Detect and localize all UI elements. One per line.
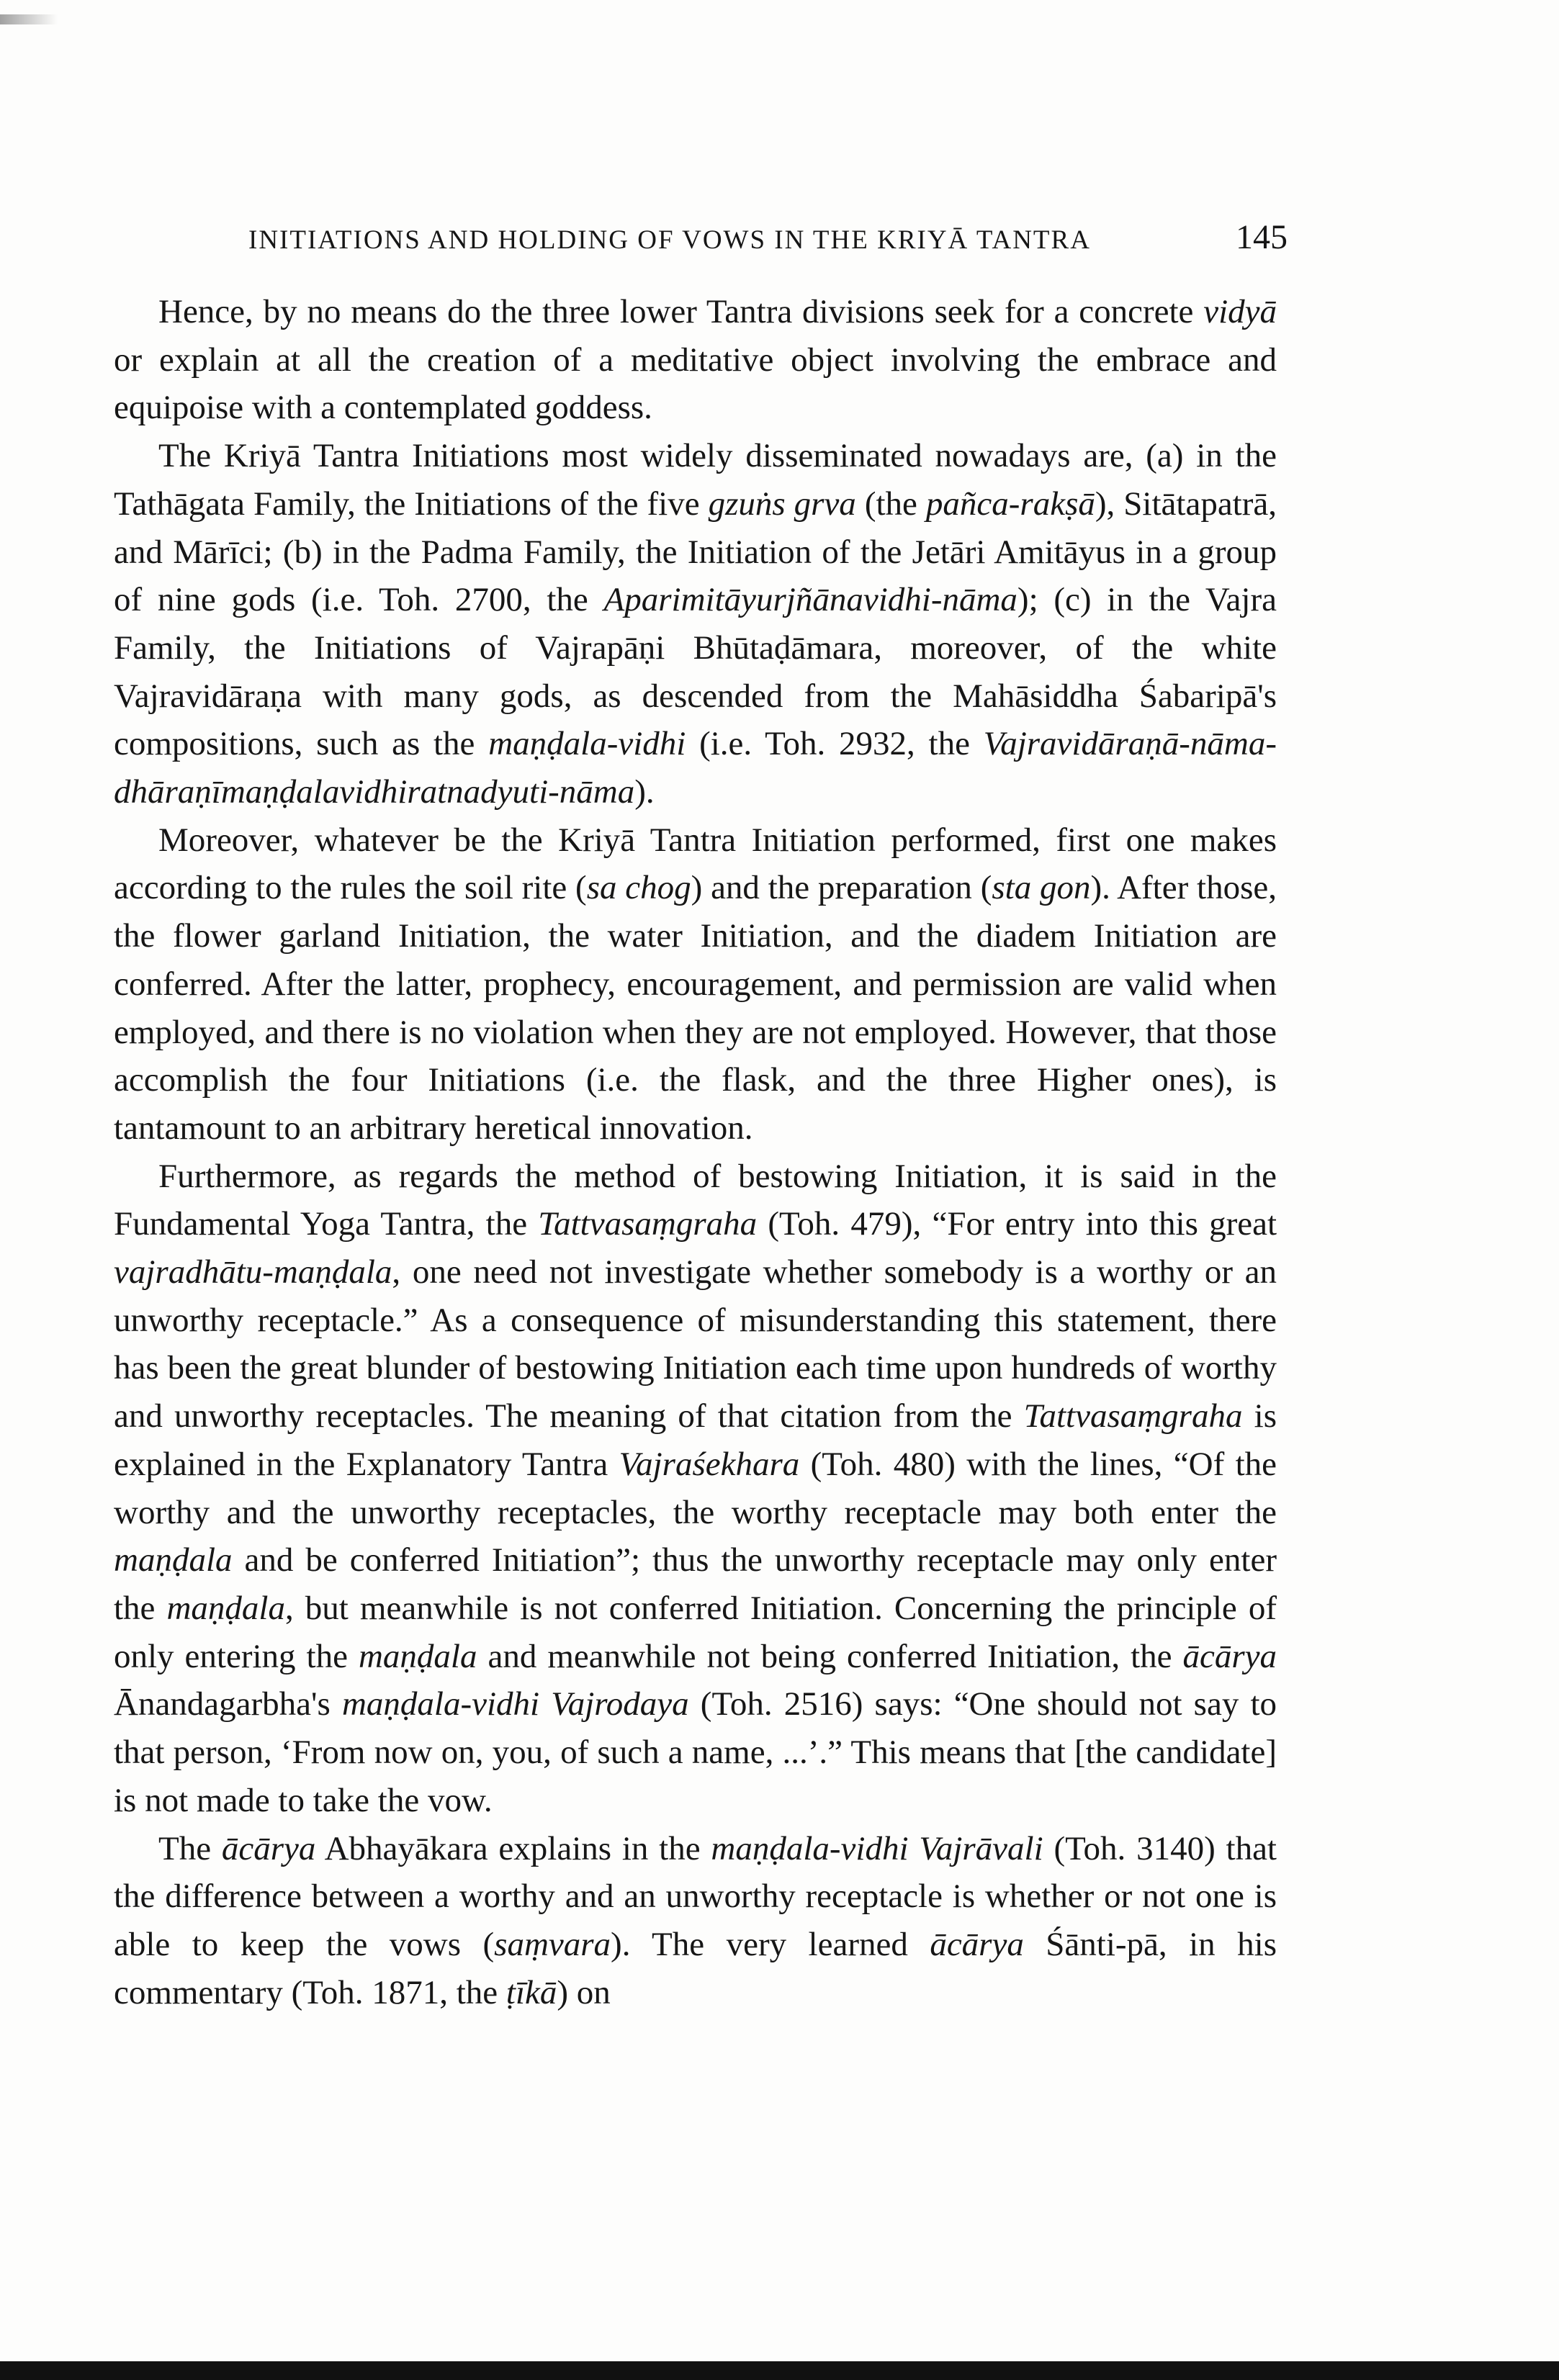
text-run: Śānti-pā, in his commentary (Toh. 1871, the: [114, 1925, 1277, 2011]
text-run: Furthermore, as regards the method of bestowing Initiation, it is said in the Fundamental Yoga Tantra, the: [114, 1157, 1277, 1243]
paragraph: [114, 288, 1277, 432]
italic-term: ṭīkā: [506, 1973, 557, 2011]
italic-term: sta gon: [992, 869, 1091, 907]
italic-term: Aparimitāyurjñānavidhi-nāma: [603, 581, 1017, 619]
text-run: , but meanwhile is not conferred Initiation. Concerning the principle of only entering the: [114, 1589, 1277, 1675]
text-run: ) and the preparation (: [691, 869, 992, 907]
italic-term: Tattvasaṃgraha: [1023, 1397, 1243, 1435]
italic-term: maṇḍala-vidhi Vajrāvali: [711, 1829, 1043, 1867]
paragraph: [114, 1153, 1277, 1825]
text-run: ). The very learned: [611, 1925, 930, 1963]
text-run: (the: [855, 484, 926, 523]
text-run: (Toh. 2516) says: “One should not say to that person, ‘From now on, you, of such a name, ...’.” This means that [the candidate] is not made to take the vow.: [114, 1685, 1277, 1819]
italic-term: vajradhātu-maṇḍala: [114, 1253, 392, 1292]
scan-corner-smudge: [0, 14, 58, 24]
text-run: (Toh. 480) with the lines, “Of the worthy and the unworthy receptacles, the worthy receptacle may both enter the: [114, 1445, 1277, 1531]
text-run: Moreover, whatever be the Kriyā Tantra Initiation performed, first one makes according to the rules the soil rite (: [114, 821, 1277, 907]
italic-term: pañca-rakṣā: [925, 484, 1095, 523]
text-run: or explain at all the creation of a meditative object involving the embrace and equipoise with a contemplated goddess.: [114, 341, 1277, 427]
running-head: INITIATIONS AND HOLDING OF VOWS IN THE KRIYĀ TANTRA: [248, 225, 1091, 255]
text-run: The: [158, 1829, 222, 1867]
paragraph: [114, 816, 1277, 1153]
text-run: ) on: [557, 1973, 611, 2011]
text-run: Abhayākara explains in the: [315, 1829, 711, 1867]
italic-term: maṇḍala: [166, 1589, 285, 1627]
italic-term: ācārya: [930, 1925, 1024, 1963]
text-run: and meanwhile not being conferred Initiation, the: [477, 1637, 1183, 1675]
body-text: [114, 288, 1277, 2016]
italic-term: Tattvasaṃgraha: [538, 1205, 758, 1243]
text-run: (Toh. 3140) that the difference between a worthy and an unworthy receptacle is whether or not one is able to keep the vows (: [114, 1829, 1277, 1963]
text-run: Ānandagarbha's: [114, 1685, 342, 1723]
italic-term: Vajraśekhara: [619, 1445, 800, 1483]
italic-term: gzuṅs grva: [708, 484, 856, 523]
paragraph: [114, 1825, 1277, 2017]
italic-term: maṇḍala: [114, 1541, 233, 1579]
italic-term: sa chog: [586, 869, 691, 907]
text-run: ).: [634, 773, 655, 811]
italic-term: ācārya: [1182, 1637, 1277, 1675]
page-number: 145: [1236, 218, 1288, 256]
text-run: , one need not investigate whether somebody is a worthy or an unworthy receptacle.” As a consequence of misunderstanding this statement, there has been the great blunder of bestowing Initiation each time upon hundreds of worthy and unworthy receptacles. The meaning of that citation from the: [114, 1253, 1277, 1435]
text-run: ); (c) in the Vajra Family, the Initiations of Vajrapāṇi Bhūtaḍāmara, moreover, of the white Vajravidāraṇa with many gods, as descended from the Mahāsiddha Śabaripā's compositions, such as the: [114, 581, 1277, 763]
text-run: ), Sitātapatrā, and Mārīci; (b) in the Padma Family, the Initiation of the Jetāri Amitāyus in a group of nine gods (i.e. Toh. 2700, the: [114, 484, 1277, 619]
italic-term: ācārya: [221, 1829, 316, 1867]
text-run: The Kriyā Tantra Initiations most widely disseminated nowadays are, (a) in the Tathāgata Family, the Initiations of the five: [114, 437, 1277, 523]
italic-term: Vajravidāraṇā-nāma-dhāraṇīmaṇḍalavidhiratnadyuti-nāma: [114, 725, 1277, 811]
text-run: (i.e. Toh. 2932, the: [686, 725, 984, 763]
scan-bottom-edge: [0, 2361, 1559, 2380]
italic-term: saṃvara: [494, 1925, 611, 1963]
italic-term: maṇḍala-vidhi Vajrodaya: [341, 1685, 689, 1723]
text-run: ). After those, the flower garland Initiation, the water Initiation, and the diadem Initiation are conferred. After the latter, prophecy, encouragement, and permission are valid when employed, and there is no violation when they are not employed. However, that those accomplish the four Initiations (i.e. the flask, and the three Higher ones), is tantamount to an arbitrary heretical innovation.: [114, 869, 1277, 1147]
text-run: and be conferred Initiation”; thus the unworthy receptacle may only enter the: [114, 1541, 1277, 1627]
text-run: is explained in the Explanatory Tantra: [114, 1397, 1277, 1483]
text-run: Hence, by no means do the three lower Tantra divisions seek for a concrete: [158, 293, 1204, 330]
italic-term: vidyā: [1203, 293, 1277, 330]
paragraph: [114, 432, 1277, 816]
text-run: (Toh. 479), “For entry into this great: [757, 1205, 1277, 1243]
italic-term: maṇḍala-vidhi: [488, 725, 686, 763]
italic-term: maṇḍala: [358, 1637, 477, 1675]
